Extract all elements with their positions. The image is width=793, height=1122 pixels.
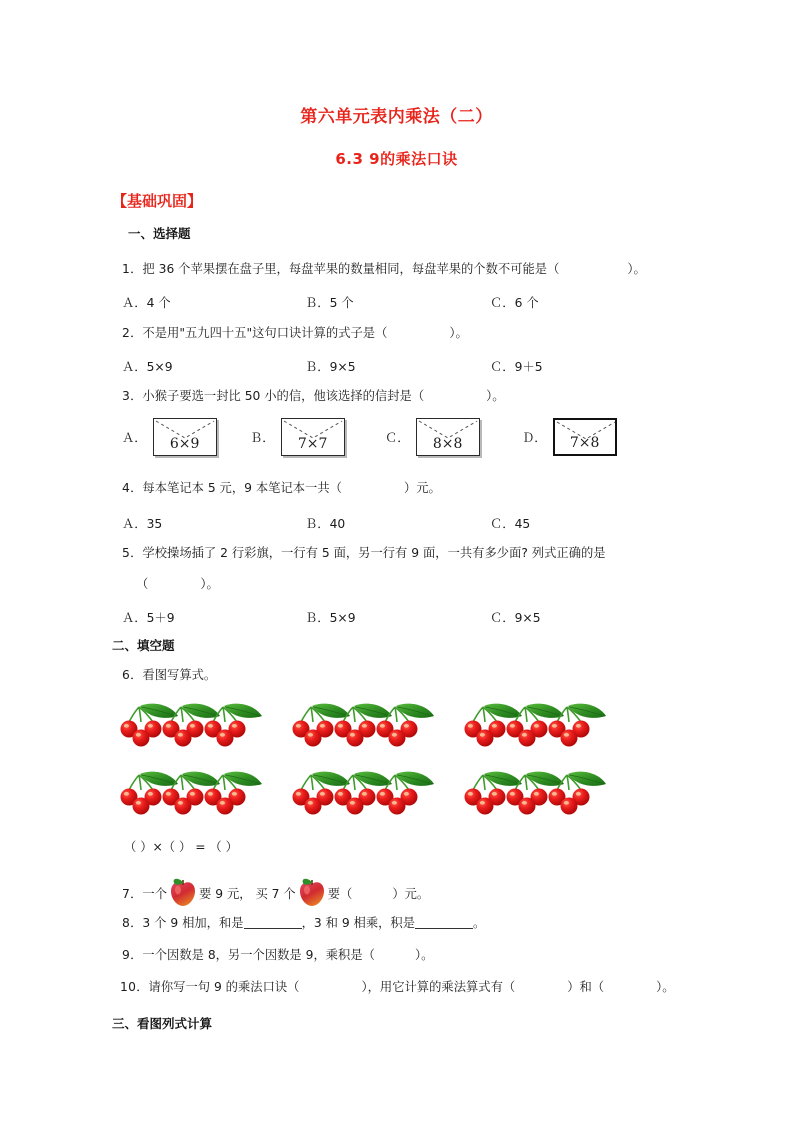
question-2-option-b[interactable]: Ｂ．9×5 — [305, 360, 356, 374]
cherry-cluster — [118, 700, 268, 758]
envelope-shape-a — [153, 418, 217, 456]
apple-icon — [296, 877, 328, 907]
question-6-text — [122, 668, 216, 683]
question-1-tail: ）。 — [627, 262, 646, 276]
envelope-option-d-expr: 7×8 — [569, 435, 600, 451]
question-5-paren-close: ）。 — [200, 577, 219, 591]
question-7-part1: ．一个 — [130, 887, 168, 901]
question-1-body: ．把 36 个苹果摆在盘子里，每盘苹果的数量相同，每盘苹果的个数不可能是（ — [130, 262, 560, 276]
section-heading-fill: 二、填空题 — [112, 638, 175, 653]
cherry-bunch-icon — [290, 768, 440, 826]
envelope-shape-c — [416, 418, 480, 456]
cherry-bunch-icon — [462, 700, 612, 758]
apple-icon — [296, 877, 328, 907]
cherry-cluster — [118, 768, 268, 826]
question-3-tail: ）。 — [486, 389, 505, 403]
question-10-part2: ），用它计算的乘法算式有（ — [361, 980, 516, 994]
question-7-text — [122, 877, 429, 907]
question-5-text-line2 — [136, 577, 219, 592]
cherry-bunch-icon — [290, 700, 440, 758]
envelope-option-a-key: Ａ． — [122, 431, 147, 445]
question-3-text — [122, 389, 505, 404]
cherry-bunch-icon — [118, 700, 268, 758]
envelope-shape-b — [281, 418, 345, 456]
question-1-text — [122, 262, 646, 277]
question-2-text — [122, 326, 468, 341]
question-5-paren-open: （ — [136, 577, 149, 591]
question-3-number: 3 — [122, 389, 131, 403]
question-8-part3: 。 — [473, 916, 486, 930]
question-6-answer-line[interactable]: （ ）×（ ） = （ ） — [124, 840, 238, 854]
cherry-cluster — [290, 768, 440, 826]
question-9-tail: ）。 — [414, 948, 434, 962]
envelope-option-b-key: Ｂ． — [250, 431, 275, 445]
question-10-part4: ）。 — [656, 980, 675, 994]
question-4-number: 4 — [122, 481, 131, 495]
envelope-option-d-key: Ｄ． — [522, 431, 547, 445]
question-2-option-a[interactable]: Ａ．5×9 — [122, 360, 173, 374]
question-8-part1: ．3 个 9 相加，和是 — [130, 916, 244, 930]
question-1-option-c[interactable]: Ｃ．6 个 — [490, 296, 539, 310]
question-8-text — [122, 916, 485, 931]
question-5-option-c[interactable]: Ｃ．9×5 — [490, 611, 541, 625]
question-6-body: ．看图写算式。 — [130, 668, 217, 682]
cherry-cluster — [462, 768, 612, 826]
question-4-option-b[interactable]: Ｂ．40 — [305, 517, 346, 531]
envelope-option-d[interactable] — [522, 418, 617, 456]
question-6-cherry-picture — [118, 700, 678, 825]
question-6-number: 6 — [122, 668, 131, 682]
envelope-option-b-expr: 7×7 — [297, 436, 328, 452]
envelope-option-c[interactable] — [385, 418, 480, 456]
question-5-option-a[interactable]: Ａ．5＋9 — [122, 611, 175, 625]
question-1-option-b[interactable]: Ｂ．5 个 — [305, 296, 354, 310]
question-4-tail: ）元。 — [403, 481, 441, 495]
question-7-part3: 要（ — [327, 887, 353, 901]
envelope-option-a-expr: 6×9 — [169, 436, 200, 452]
envelope-option-c-key: Ｃ． — [385, 431, 410, 445]
cherry-bunch-icon — [118, 768, 268, 826]
question-10-part3: ）和（ — [567, 980, 605, 994]
question-7-part2: 要 9 元， 买 7 个 — [199, 887, 296, 901]
question-7-number: 7 — [122, 887, 131, 901]
envelope-option-c-expr: 8×8 — [432, 436, 463, 452]
apple-icon — [167, 877, 199, 907]
question-4-text — [122, 481, 441, 496]
section-heading-choice: 一、选择题 — [128, 226, 191, 241]
section-heading-picture-calc: 三、看图列式计算 — [112, 1016, 213, 1031]
cherry-bunch-icon — [462, 768, 612, 826]
question-3-envelope-row — [0, 418, 793, 464]
question-4-option-a[interactable]: Ａ．35 — [122, 517, 163, 531]
question-8-number: 8 — [122, 916, 131, 930]
question-5-number: 5 — [122, 546, 131, 560]
question-9-text — [122, 948, 433, 963]
question-8-blank-1[interactable] — [244, 916, 302, 929]
question-1-number: 1 — [122, 262, 131, 276]
question-2-number: 2 — [122, 326, 131, 340]
question-9-body: ．一个因数是 8，另一个因数是 9，乘积是（ — [130, 948, 375, 962]
question-8-blank-2[interactable] — [415, 916, 473, 929]
question-2-body: ．不是用"五九四十五"这句口诀计算的式子是（ — [130, 326, 388, 340]
question-4-option-c[interactable]: Ｃ．45 — [490, 517, 531, 531]
cherry-cluster — [462, 700, 612, 758]
envelope-option-a[interactable] — [122, 418, 217, 456]
question-5-option-b[interactable]: Ｂ．5×9 — [305, 611, 356, 625]
cherry-cluster — [290, 700, 440, 758]
question-10-number: 10 — [120, 980, 137, 994]
question-2-option-c[interactable]: Ｃ．9＋5 — [490, 360, 543, 374]
question-5-body: ．学校操场插了 2 行彩旗，一行有 5 面，另一行有 9 面，一共有多少面? 列式正确的是 — [130, 546, 606, 560]
envelope-option-b[interactable] — [250, 418, 345, 456]
apple-icon — [167, 877, 199, 907]
question-1-option-a[interactable]: Ａ．4 个 — [122, 296, 171, 310]
question-4-body: ．每本笔记本 5 元，9 本笔记本一共（ — [130, 481, 342, 495]
question-7-part4: ）元。 — [392, 887, 430, 901]
question-10-part1: ．请你写一句 9 的乘法口诀（ — [136, 980, 300, 994]
envelope-shape-d — [553, 418, 617, 456]
question-5-text-line1 — [122, 546, 606, 561]
page-subtitle: 6.3 9的乘法口诀 — [335, 150, 458, 168]
question-9-number: 9 — [122, 948, 131, 962]
page-title: 第六单元表内乘法（二） — [300, 107, 493, 127]
block-heading-basic: 【基础巩固】 — [112, 192, 203, 210]
question-3-body: ．小猴子要选一封比 50 小的信，他该选择的信封是（ — [130, 389, 425, 403]
question-10-text — [120, 980, 675, 995]
question-2-tail: ）。 — [449, 326, 468, 340]
question-8-part2: ，3 和 9 相乘，积是 — [301, 916, 416, 930]
